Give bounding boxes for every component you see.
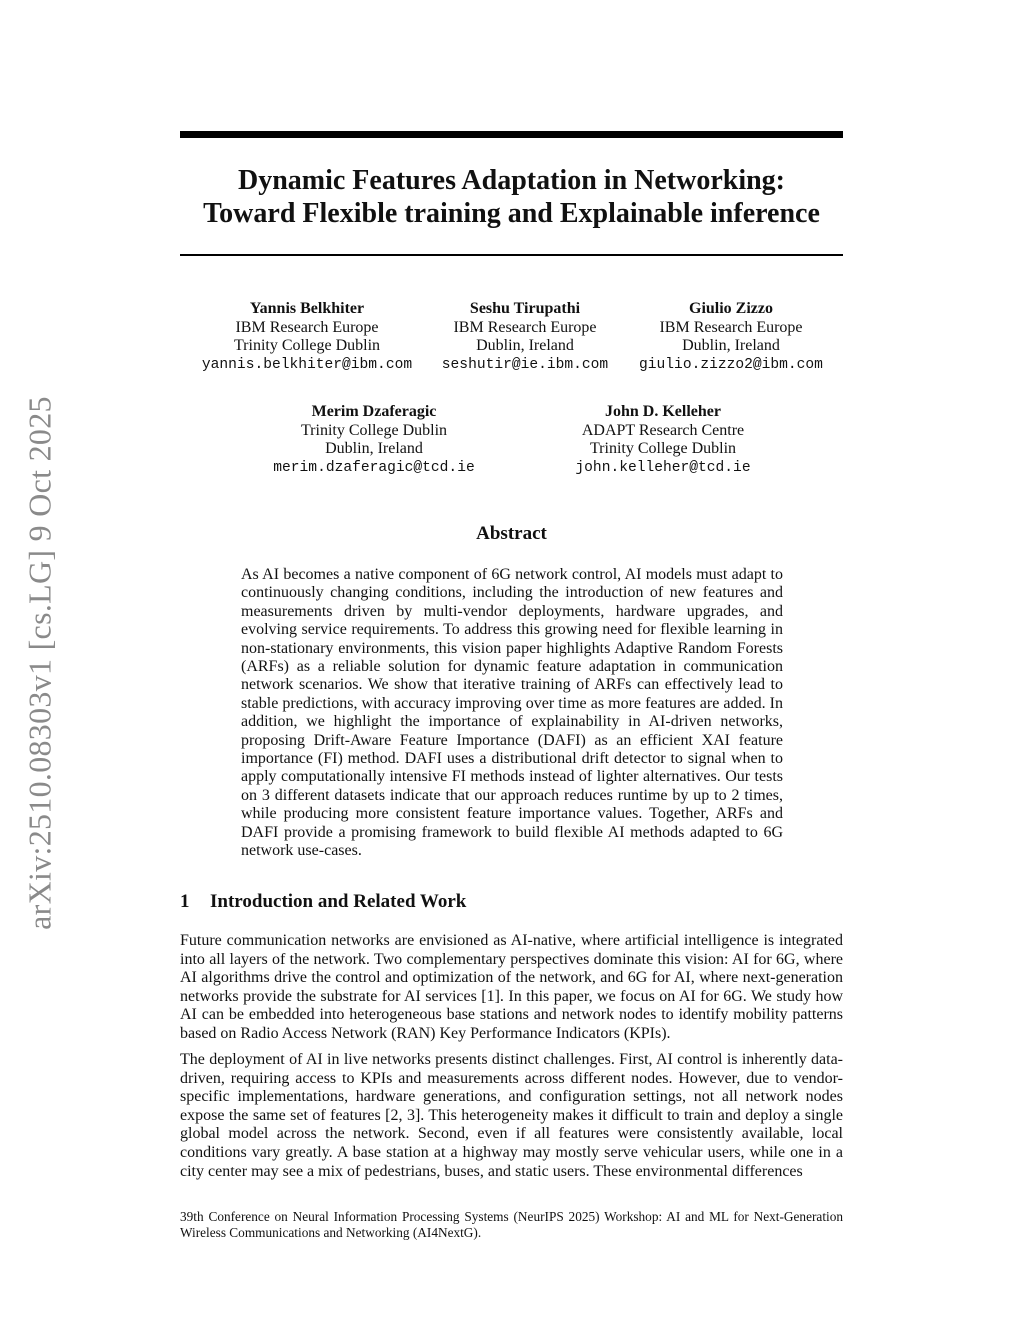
author-affiliation: Trinity College Dublin (233, 337, 381, 354)
abstract-heading: Abstract (476, 523, 547, 544)
conference-footnote: 39th Conference on Neural Information Processing Systems (NeurIPS 2025) Workshop: AI and ML for Next-Generation Wireless Communications and Networking (AI4NextG). (180, 1209, 843, 1240)
title-line-2: Toward Flexible training and Explainable inference (203, 198, 820, 229)
author-block (632, 300, 830, 374)
author-name: John D. Kelleher (605, 403, 721, 420)
section-number: 1 (180, 891, 190, 912)
author-email: yannis.belkhiter@ibm.com (201, 356, 413, 373)
author-block (563, 403, 763, 477)
author-name: Seshu Tirupathi (469, 300, 581, 317)
author-affiliation: IBM Research Europe (235, 318, 379, 336)
title-line-1: Dynamic Features Adaptation in Networking: (237, 165, 786, 196)
author-email: giulio.zizzo2@ibm.com (639, 356, 823, 373)
author-block (263, 403, 485, 477)
author-affiliation: Trinity College Dublin (300, 421, 448, 439)
author-name: Merim Dzaferagic (311, 403, 437, 420)
abstract-body: As AI becomes a native component of 6G network control, AI models must adapt to continuously changing conditions, including the introduction of new features and measurements driven by multi-vendor deployments, hardware upgrades, and evolving service requirements. To address this growing need for flexible learning in non-stationary environments, this vision paper highlights Adaptive Random Forests (ARFs) as a reliable solution for dynamic feature adaptation in communication network scenarios. We show that iterative training of ARFs can effectively lead to stable predictions, with accuracy improving over time as more features are added. In addition, we highlight the importance of explainability in AI-driven networks, proposing Drift-Aware Feature Importance (DAFI) as an efficient XAI feature importance (FI) method. DAFI uses a distributional drift detector to signal when to apply computationally intensive FI methods instead of lighter alternatives. Our tests on 3 different datasets indicate that our approach reduces runtime by up to 2 times, while producing more consistent feature importance values. Together, ARFs and DAFI provide a promising framework to build flexible AI methods adapted to 6G network use-cases. (241, 566, 783, 860)
author-block (190, 300, 424, 374)
author-block (425, 300, 625, 374)
title-bottom-rule (180, 254, 843, 256)
body-paragraph: The deployment of AI in live networks presents distinct challenges. First, AI control is inherently data-driven, requiring access to KPIs and measurements across different nodes. However, due to vendor-specific implementations, hardware generations, and configuration settings, not all network nodes expose the same set of features [2, 3]. This heterogeneity makes it difficult to train and deploy a single global model across the network. Second, even if all features were consistently available, local conditions vary greatly. A base station at a highway may mostly serve vehicular users, while one in a city center may see a mix of pedestrians, buses, and static users. These environmental differences (180, 1051, 843, 1180)
section-title: Introduction and Related Work (210, 891, 467, 912)
author-name: Giulio Zizzo (689, 300, 773, 317)
author-email: john.kelleher@tcd.ie (575, 459, 751, 476)
author-affiliation: IBM Research Europe (659, 318, 803, 336)
author-affiliation: Dublin, Ireland (325, 440, 423, 457)
author-affiliation: ADAPT Research Centre (581, 421, 745, 439)
author-name: Yannis Belkhiter (249, 300, 365, 317)
section-heading (180, 891, 466, 913)
arxiv-identifier-text: arXiv:2510.08303v1 [cs.LG] 9 Oct 2025 (21, 396, 58, 930)
arxiv-identifier-stamp (20, 383, 60, 943)
body-paragraph: Future communication networks are envisioned as AI-native, where artificial intelligence is integrated into all layers of the network. Two complementary perspectives dominate this vision: AI for 6G, where AI algorithms drive the control and optimization of the network, and 6G for AI, where next-generation networks provide the substrate for AI services [1]. In this paper, we focus on AI for 6G. We study how AI can be embedded into heterogeneous base stations and network nodes to identify mobility patterns based on Radio Access Network (RAN) Key Performance Indicators (KPIs). (180, 932, 843, 1042)
author-affiliation: Dublin, Ireland (682, 337, 780, 354)
author-affiliation: Dublin, Ireland (476, 337, 574, 354)
author-email: seshutir@ie.ibm.com (441, 356, 609, 373)
author-email: merim.dzaferagic@tcd.ie (273, 459, 475, 476)
author-affiliation: IBM Research Europe (453, 318, 597, 336)
author-affiliation: Trinity College Dublin (589, 440, 737, 457)
title-top-rule (180, 131, 843, 138)
paper-title (180, 164, 843, 230)
